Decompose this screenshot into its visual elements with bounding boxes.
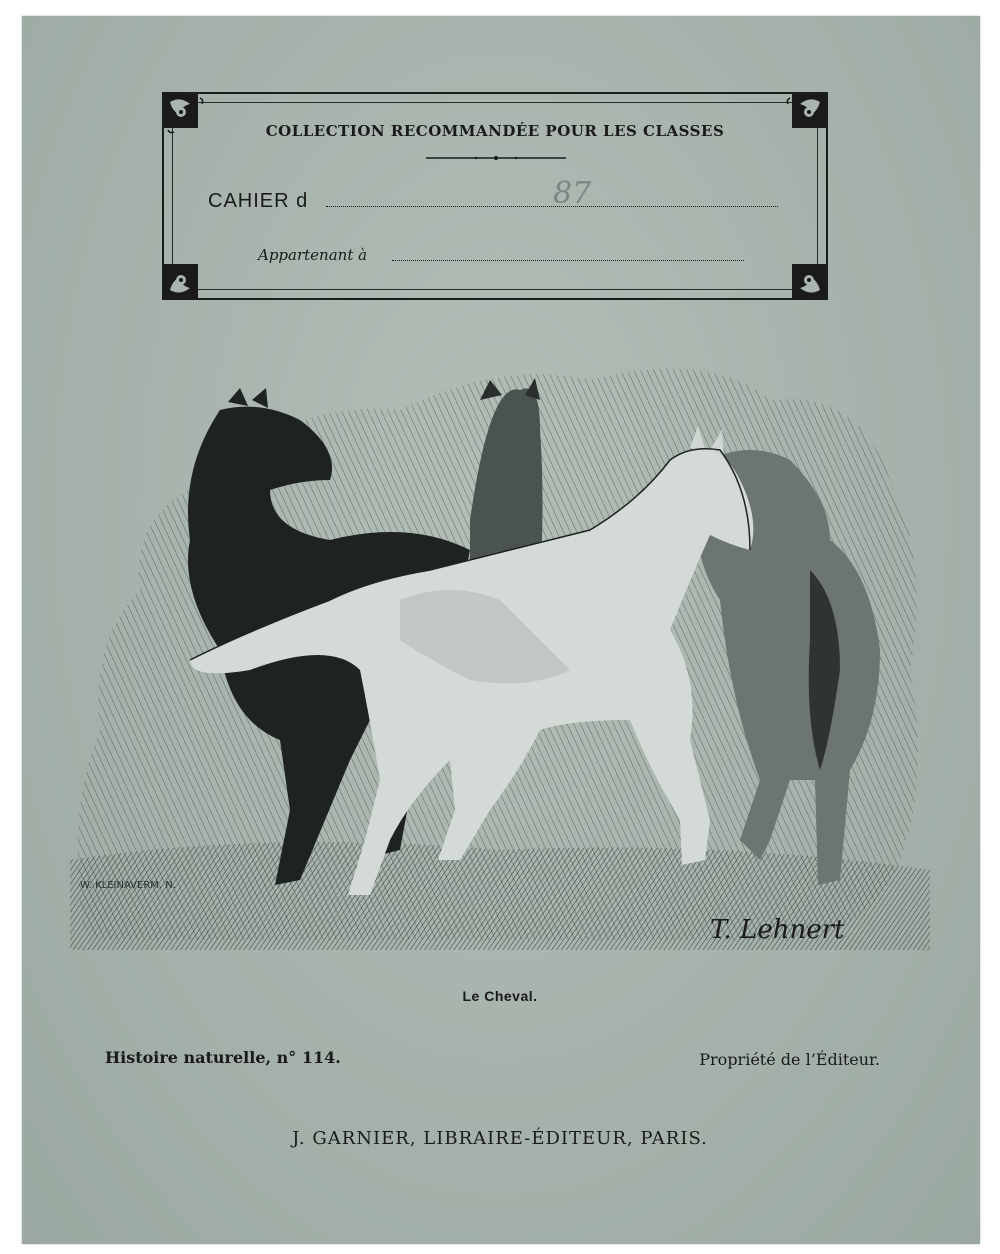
owner-label: Appartenant à — [258, 246, 368, 264]
label-frame — [162, 92, 828, 300]
cahier-field[interactable] — [208, 176, 778, 214]
publisher-rights: Propriété de l’Éditeur. — [699, 1050, 880, 1069]
cahier-dotted-line — [326, 206, 778, 207]
divider-ornament-icon — [426, 156, 566, 160]
ornament-corner-icon — [784, 256, 830, 302]
horses-engraving — [70, 340, 930, 950]
owner-field[interactable] — [258, 244, 744, 266]
collection-title: COLLECTION RECOMMANDÉE POUR LES CLASSES — [265, 122, 725, 140]
cahier-handwritten-value: 87 — [553, 176, 592, 211]
ornament-corner-icon — [160, 256, 206, 302]
engraver-mark: W. KLEINAVERM. N. — [80, 880, 176, 891]
cahier-label: CAHIER d — [208, 190, 309, 212]
illustration-caption: Le Cheval. — [462, 988, 538, 1004]
artist-signature: T. Lehnert — [710, 915, 845, 945]
series-number: Histoire naturelle, n° 114. — [105, 1048, 341, 1067]
publisher-name: J. GARNIER, LIBRAIRE-ÉDITEUR, PARIS. — [292, 1128, 708, 1149]
owner-dotted-line — [392, 260, 744, 261]
